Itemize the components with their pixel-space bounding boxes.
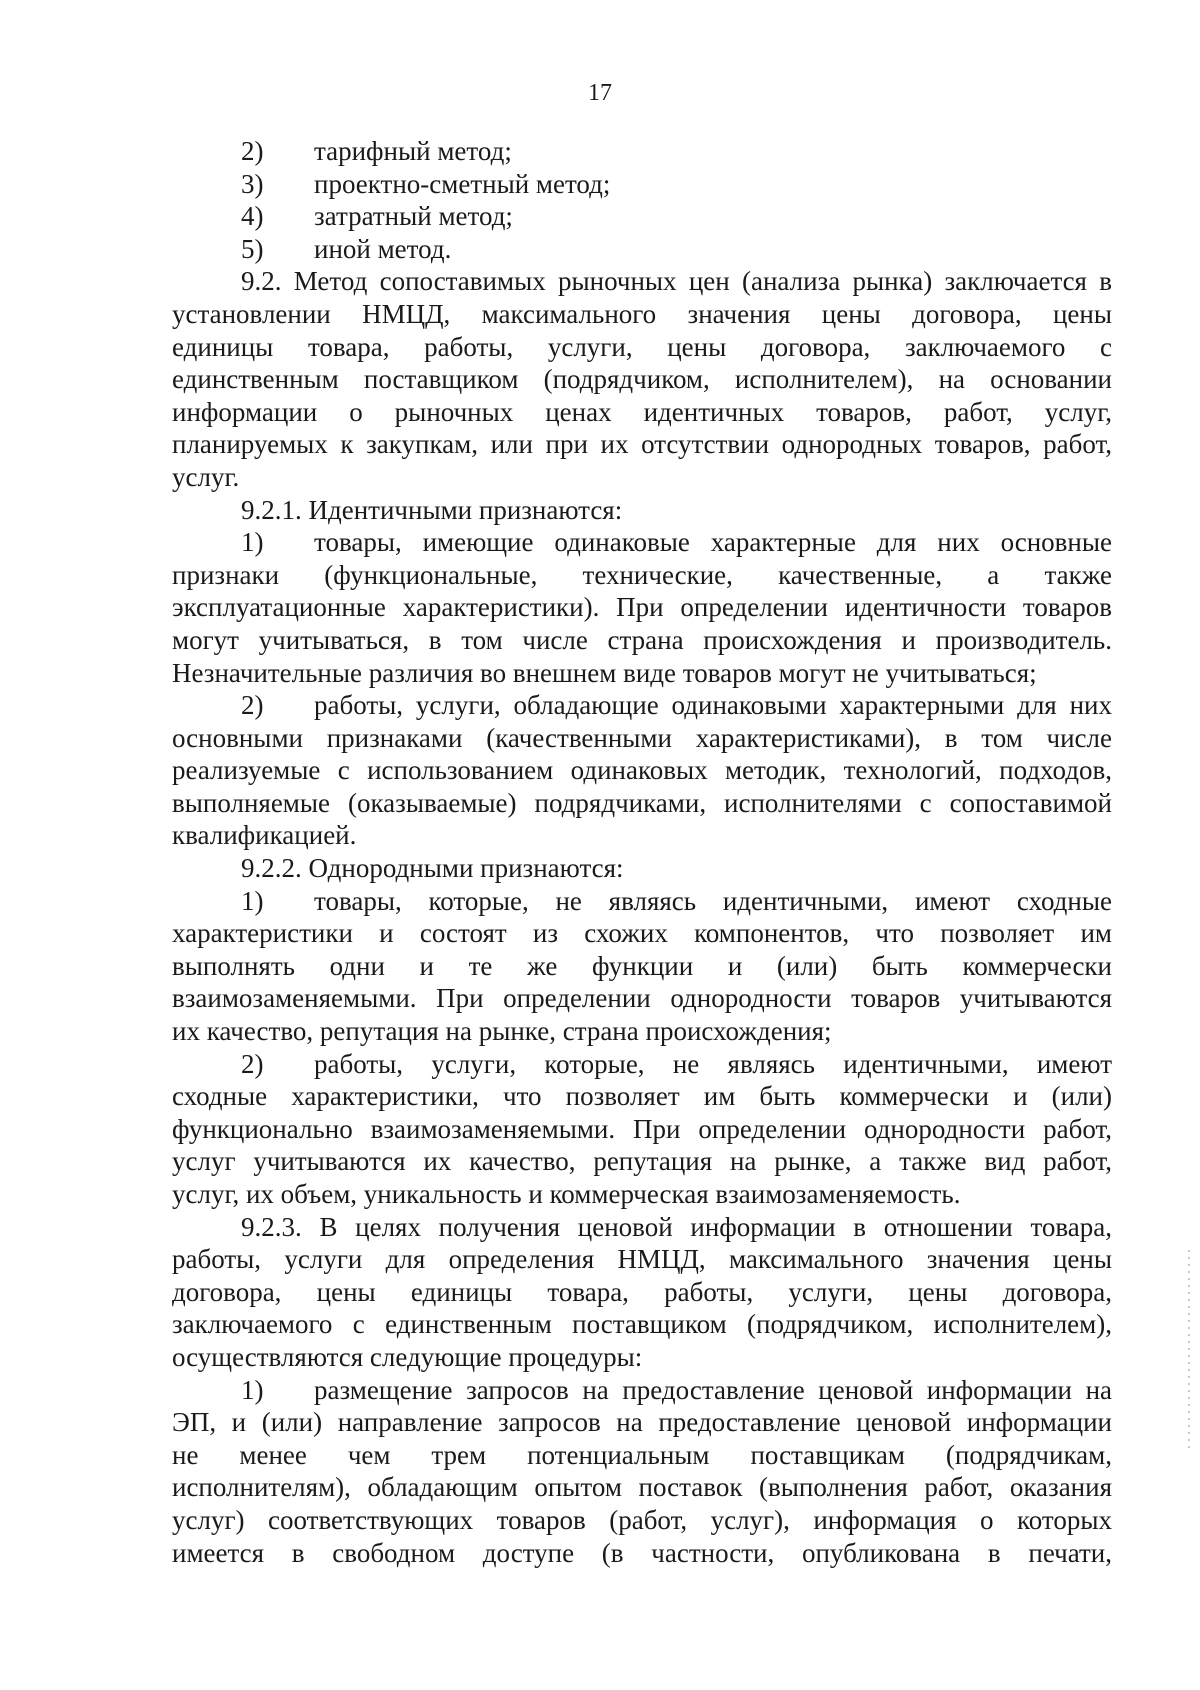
paragraph-line: ЭП, и (или) направление запросов на предоставление ценовой информации [172, 1407, 1112, 1438]
paragraph-line: признаки (функциональные, технические, качественные, а также [172, 559, 1112, 590]
list-number: 3) [241, 168, 264, 199]
list-text: работы, услуги, обладающие одинаковыми характерными для них [314, 690, 1112, 721]
paragraph-line: выполнять одни и те же функции и (или) быть коммерчески [172, 950, 1112, 981]
list-item-4 [172, 200, 1112, 233]
list-number: 1) [241, 885, 264, 916]
paragraph-line: услуг) соответствующих товаров (работ, услуг), информация о которых [172, 1504, 1112, 1535]
list-text: размещение запросов на предоставление ценовой информации на [314, 1374, 1112, 1405]
paragraph-line: услуг, их объем, уникальность и коммерческая взаимозаменяемость. [172, 1179, 961, 1209]
document-body [172, 135, 1112, 1569]
list-number: 4) [241, 201, 264, 232]
list-item-2 [172, 689, 1112, 722]
paragraph-line: планируемых к закупкам, или при их отсутствии однородных товаров, работ, [172, 429, 1112, 460]
paragraph-line: выполняемые (оказываемые) подрядчиками, исполнителями с сопоставимой [172, 787, 1112, 818]
paragraph-line: характеристики и состоят из схожих компонентов, что позволяет им [172, 918, 1112, 949]
paragraph-line: квалификацией. [172, 820, 357, 851]
paragraph-line: их качество, репутация на рынке, страна происхождения; [172, 1016, 832, 1047]
list-number: 2) [241, 1048, 264, 1079]
list-item-3 [172, 168, 1112, 201]
list-number: 5) [241, 233, 264, 264]
list-item-2 [172, 135, 1112, 168]
list-text: товары, которые, не являясь идентичными, имеют сходные [314, 885, 1112, 916]
paragraph-line: взаимозаменяемыми. При определении однородности товаров учитываются [172, 983, 1112, 1014]
paragraph-line: работы, услуги для определения НМЦД, максимального значения цены [172, 1244, 1112, 1275]
paragraph-line: сходные характеристики, что позволяет им быть коммерчески и (или) [172, 1081, 1112, 1112]
list-number: 2) [241, 136, 264, 166]
list-text: проектно-сметный метод; [314, 168, 611, 199]
list-text: товары, имеющие одинаковые характерные для них основные [314, 527, 1112, 558]
list-item-5 [172, 233, 1112, 266]
list-text: работы, услуги, которые, не являясь идентичными, имеют [314, 1048, 1112, 1079]
paragraph-line: договора, цены единицы товара, работы, услуги, цены договора, [172, 1276, 1112, 1307]
paragraph-line: исполнителям), обладающим опытом поставок (выполнения работ, оказания [172, 1472, 1112, 1503]
list-number: 2) [241, 690, 264, 721]
paragraph-line: заключаемого с единственным поставщиком (подрядчиком, исполнителем), [172, 1309, 1112, 1340]
paragraph-line: имеется в свободном доступе (в частности, опубликована в печати, [172, 1537, 1112, 1568]
list-item-1 [172, 885, 1112, 918]
paragraph-line: могут учитываться, в том числе страна происхождения и производитель. [172, 624, 1112, 655]
paragraph-line: эксплуатационные характеристики). При определении идентичности товаров [172, 592, 1112, 623]
paragraph-line: 9.2.3. В целях получения ценовой информации в отношении товара, [241, 1211, 1112, 1242]
paragraph-line: установлении НМЦД, максимального значения цены договора, цены [172, 298, 1112, 329]
page-number: 17 [588, 80, 612, 106]
section-heading: 9.2.1. Идентичными признаются: [241, 494, 623, 525]
list-text: иной метод. [314, 233, 452, 264]
paragraph-line: услуг. [172, 461, 240, 492]
paragraph-line: осуществляются следующие процедуры: [172, 1341, 643, 1372]
scan-edge-mark [1188, 1250, 1190, 1450]
list-item-1 [172, 1374, 1112, 1407]
paragraph-line: реализуемые с использованием одинаковых методик, технологий, подходов, [172, 755, 1112, 786]
list-text: затратный метод; [314, 201, 513, 232]
paragraph-line: Незначительные различия во внешнем виде товаров могут не учитываться; [172, 657, 1037, 688]
list-item-1 [172, 526, 1112, 559]
paragraph-line: функционально взаимозаменяемыми. При определении однородности работ, [172, 1113, 1112, 1144]
list-number: 1) [241, 527, 264, 558]
paragraph-line: услуг учитываются их качество, репутация на рынке, а также вид работ, [172, 1146, 1112, 1177]
paragraph-line: единственным поставщиком (подрядчиком, исполнителем), на основании [172, 364, 1112, 395]
list-item-2 [172, 1048, 1112, 1081]
paragraph-line: не менее чем трем потенциальным поставщикам (подрядчикам, [172, 1439, 1112, 1470]
list-number: 1) [241, 1374, 264, 1405]
section-heading: 9.2.2. Однородными признаются: [241, 853, 624, 884]
list-text: тарифный метод; [314, 136, 512, 166]
paragraph-line: 9.2. Метод сопоставимых рыночных цен (анализа рынка) заключается в [241, 266, 1112, 297]
paragraph-line: единицы товара, работы, услуги, цены договора, заключаемого с [172, 331, 1112, 362]
paragraph-line: информации о рыночных ценах идентичных товаров, работ, услуг, [172, 396, 1112, 427]
paragraph-line: основными признаками (качественными характеристиками), в том числе [172, 722, 1112, 753]
